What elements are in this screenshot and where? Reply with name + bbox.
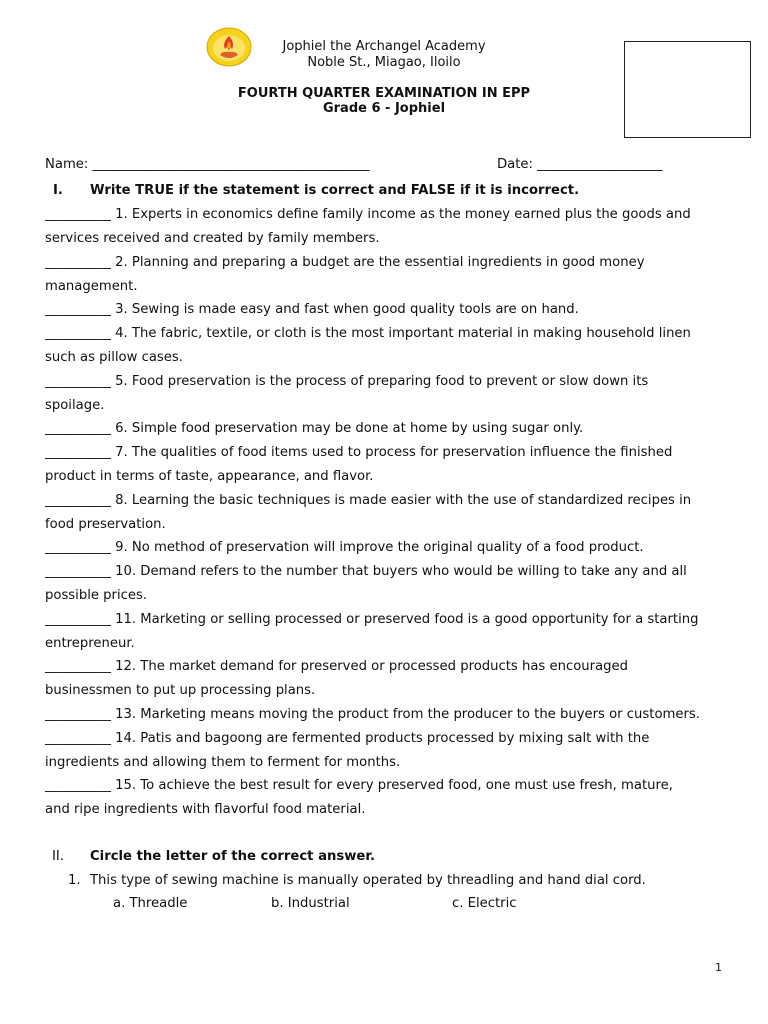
- part1-line: __________ 15. To achieve the best result for every preserved food, one must use fresh, mature,: [45, 778, 673, 793]
- part1-line: __________ 11. Marketing or selling processed or preserved food is a good opportunity for a starting: [45, 612, 699, 627]
- name-field[interactable]: Name: __________________________________________: [45, 157, 370, 172]
- part1-line: services received and created by family members.: [45, 231, 380, 246]
- question-text: This type of sewing machine is manually operated by threadling and hand dial cord.: [90, 873, 646, 888]
- part1-line: entrepreneur.: [45, 636, 135, 651]
- photo-box: [624, 41, 751, 138]
- choice-b[interactable]: b. Industrial: [271, 896, 350, 911]
- question-number: 1.: [68, 873, 81, 888]
- part1-line: __________ 10. Demand refers to the number that buyers who would be willing to take any and all: [45, 564, 687, 579]
- part1-line: food preservation.: [45, 517, 166, 532]
- part1-line: __________ 5. Food preservation is the process of preparing food to prevent or slow down its: [45, 374, 649, 389]
- part1-line: possible prices.: [45, 588, 148, 603]
- part1-line: __________ 12. The market demand for preserved or processed products has encouraged: [45, 659, 628, 674]
- part1-line: __________ 2. Planning and preparing a budget are the essential ingredients in good money: [45, 255, 645, 270]
- part2-instruction: Circle the letter of the correct answer.: [90, 849, 375, 864]
- part1-line: management.: [45, 279, 138, 294]
- part1-line: and ripe ingredients with flavorful food material.: [45, 802, 366, 817]
- part1-instruction: Write TRUE if the statement is correct and FALSE if it is incorrect.: [90, 183, 580, 198]
- choice-a[interactable]: a. Threadle: [113, 896, 188, 911]
- part1-line: __________ 7. The qualities of food items used to process for preservation influence the finished: [45, 445, 673, 460]
- part1-line: product in terms of taste, appearance, and flavor.: [45, 469, 374, 484]
- school-name: Jophiel the Archangel Academy: [282, 39, 486, 54]
- grade-section: Grade 6 - Jophiel: [322, 101, 446, 116]
- part1-line: __________ 14. Patis and bagoong are fermented products processed by mixing salt with the: [45, 731, 650, 746]
- part1-numeral: I.: [53, 183, 63, 198]
- part1-line: such as pillow cases.: [45, 350, 183, 365]
- part1-line: __________ 1. Experts in economics define family income as the money earned plus the goods and: [45, 207, 691, 222]
- part1-line: __________ 13. Marketing means moving the product from the producer to the buyers or customers.: [45, 707, 700, 722]
- choice-c[interactable]: c. Electric: [452, 896, 517, 911]
- part2-numeral: II.: [52, 849, 64, 864]
- part1-line: businessmen to put up processing plans.: [45, 683, 316, 698]
- page-number: 1: [715, 961, 722, 974]
- part1-line: __________ 9. No method of preservation will improve the original quality of a food product.: [45, 540, 644, 555]
- part1-line: __________ 3. Sewing is made easy and fast when good quality tools are on hand.: [45, 302, 579, 317]
- exam-title: FOURTH QUARTER EXAMINATION IN EPP: [237, 86, 531, 101]
- part1-line: __________ 4. The fabric, textile, or cloth is the most important material in making household linen: [45, 326, 691, 341]
- part1-line: spoilage.: [45, 398, 105, 413]
- date-field[interactable]: Date: ___________________: [497, 157, 663, 172]
- part1-line: __________ 6. Simple food preservation may be done at home by using sugar only.: [45, 421, 584, 436]
- school-address: Noble St., Miagao, Iloilo: [307, 55, 461, 70]
- part1-line: ingredients and allowing them to ferment for months.: [45, 755, 401, 770]
- part1-line: __________ 8. Learning the basic techniques is made easier with the use of standardized recipes in: [45, 493, 692, 508]
